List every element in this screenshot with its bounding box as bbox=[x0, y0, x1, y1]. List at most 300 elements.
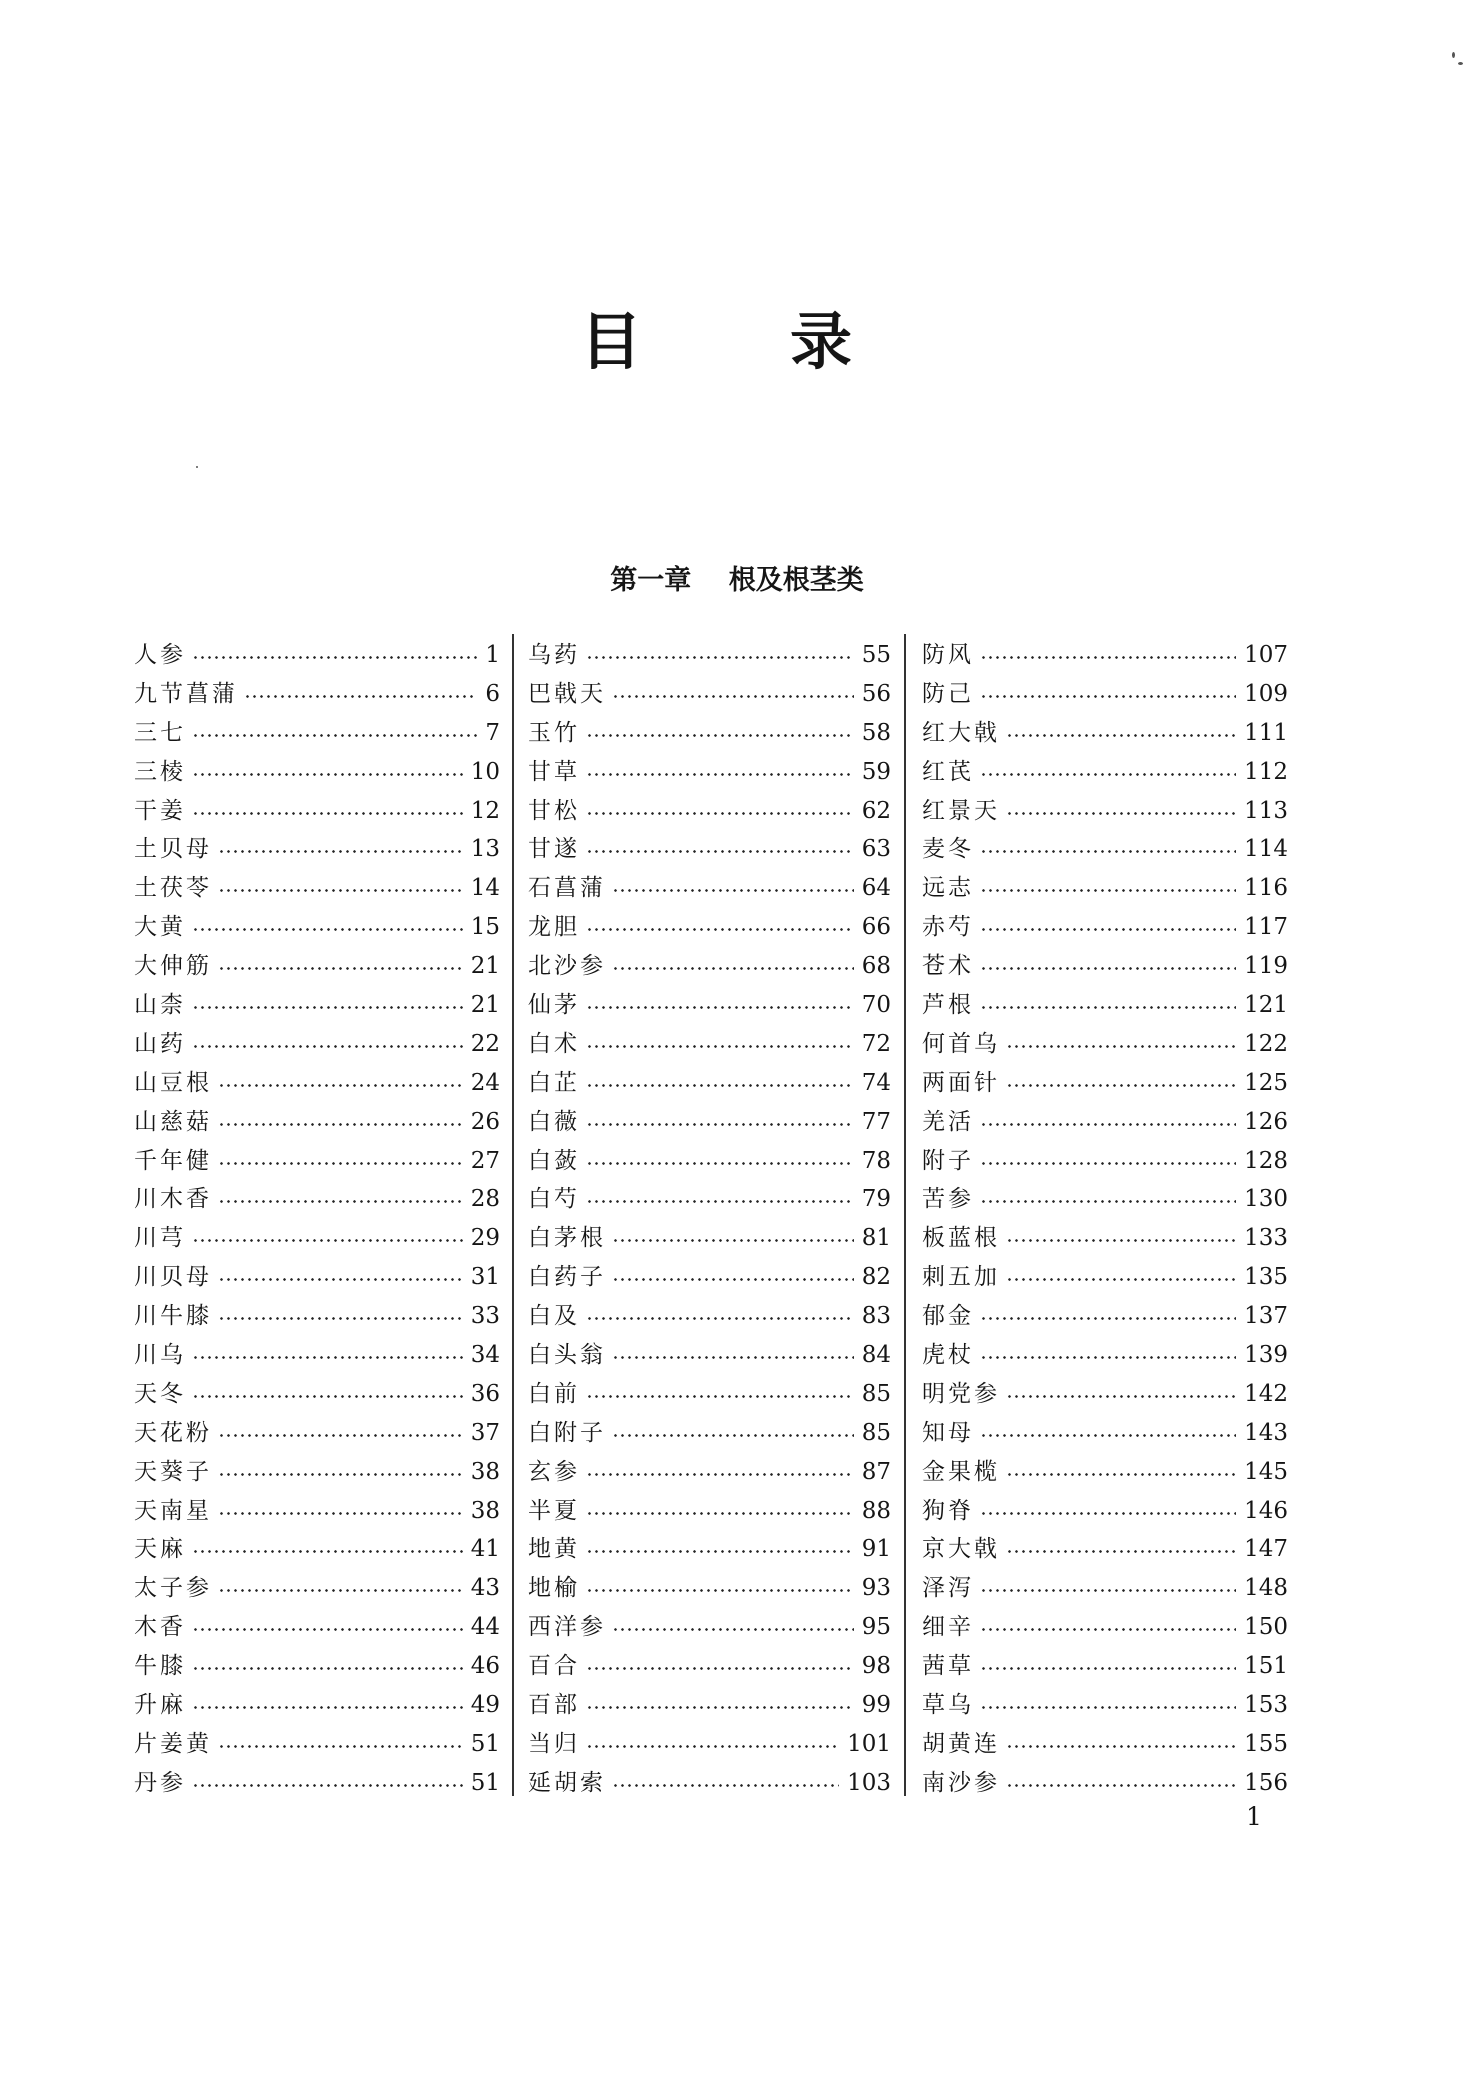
dot-leader bbox=[586, 1589, 854, 1592]
toc-entry-page: 109 bbox=[1244, 680, 1288, 707]
dot-leader bbox=[586, 656, 854, 659]
dot-leader bbox=[586, 1317, 854, 1320]
toc-entry-page: 84 bbox=[861, 1342, 891, 1369]
toc-entry-page: 156 bbox=[1244, 1769, 1288, 1796]
dot-leader bbox=[980, 1589, 1236, 1592]
toc-entry-page: 145 bbox=[1244, 1458, 1288, 1485]
toc-entry-name: 玉竹 bbox=[528, 719, 580, 746]
toc-entry bbox=[528, 869, 891, 908]
toc-entry-page: 116 bbox=[1244, 875, 1288, 902]
dot-leader bbox=[1006, 1278, 1236, 1281]
dot-leader bbox=[192, 1706, 463, 1709]
toc-entry bbox=[922, 1219, 1288, 1258]
toc-entry-name: 北沙参 bbox=[528, 953, 606, 980]
dot-leader bbox=[1006, 734, 1236, 737]
dot-leader bbox=[612, 967, 854, 970]
toc-entry-page: 44 bbox=[470, 1614, 500, 1641]
dot-leader bbox=[586, 1084, 854, 1087]
toc-entry-name: 三七 bbox=[134, 719, 186, 746]
toc-entry-name: 川乌 bbox=[134, 1342, 186, 1369]
toc-entry-name: 何首乌 bbox=[922, 1030, 1000, 1057]
toc-entry-page: 78 bbox=[861, 1147, 891, 1174]
toc-entry bbox=[528, 1764, 891, 1803]
toc-entry-name: 苍术 bbox=[922, 953, 974, 980]
toc-entry bbox=[922, 830, 1288, 869]
dot-leader bbox=[218, 889, 463, 892]
toc-entry bbox=[134, 869, 500, 908]
dot-leader bbox=[1006, 1473, 1236, 1476]
toc-entry-page: 98 bbox=[861, 1653, 891, 1680]
toc-entry-page: 38 bbox=[470, 1497, 500, 1524]
dot-leader bbox=[218, 1123, 463, 1126]
toc-entry bbox=[922, 792, 1288, 831]
toc-entry-page: 68 bbox=[861, 953, 891, 980]
toc-entry-page: 58 bbox=[861, 719, 891, 746]
toc-entry-page: 21 bbox=[470, 992, 500, 1019]
toc-entry-page: 38 bbox=[470, 1458, 500, 1485]
toc-entry-name: 草乌 bbox=[922, 1692, 974, 1719]
dot-leader bbox=[586, 1395, 854, 1398]
toc-entry-page: 22 bbox=[470, 1030, 500, 1057]
toc-entry-page: 119 bbox=[1244, 953, 1288, 980]
dot-leader bbox=[980, 1162, 1236, 1165]
toc-entry-page: 10 bbox=[470, 758, 500, 785]
toc-entry bbox=[922, 714, 1288, 753]
toc-entry-name: 甘松 bbox=[528, 797, 580, 824]
toc-entry bbox=[134, 1258, 500, 1297]
toc-entry bbox=[922, 1064, 1288, 1103]
dot-leader bbox=[980, 1356, 1236, 1359]
toc-entry-page: 137 bbox=[1244, 1303, 1288, 1330]
toc-entry-page: 70 bbox=[861, 992, 891, 1019]
dot-leader bbox=[612, 1784, 839, 1787]
toc-entry-name: 白茅根 bbox=[528, 1225, 606, 1252]
toc-entry bbox=[134, 1530, 500, 1569]
toc-entry-page: 43 bbox=[470, 1575, 500, 1602]
dot-leader bbox=[192, 1784, 463, 1787]
dot-leader bbox=[192, 812, 463, 815]
toc-entry-page: 133 bbox=[1244, 1225, 1288, 1252]
toc-entry-name: 百部 bbox=[528, 1692, 580, 1719]
toc-entry bbox=[134, 1064, 500, 1103]
toc-entry-name: 天麻 bbox=[134, 1536, 186, 1563]
toc-entry bbox=[528, 1530, 891, 1569]
toc-entry-page: 7 bbox=[485, 719, 500, 746]
dot-leader bbox=[980, 850, 1236, 853]
toc-entry-name: 仙茅 bbox=[528, 992, 580, 1019]
toc-entry-page: 139 bbox=[1244, 1342, 1288, 1369]
toc-entry bbox=[528, 908, 891, 947]
toc-entry-name: 郁金 bbox=[922, 1303, 974, 1330]
toc-entry-name: 红景天 bbox=[922, 797, 1000, 824]
toc-entry bbox=[528, 1569, 891, 1608]
toc-entry-name: 麦冬 bbox=[922, 836, 974, 863]
dot-leader bbox=[612, 695, 854, 698]
toc-entry bbox=[528, 1492, 891, 1531]
toc-entry bbox=[134, 1686, 500, 1725]
toc-entry-page: 66 bbox=[861, 914, 891, 941]
toc-entry bbox=[134, 1103, 500, 1142]
toc-entry bbox=[134, 1608, 500, 1647]
toc-entry bbox=[528, 1686, 891, 1725]
toc-entry bbox=[528, 1297, 891, 1336]
toc-entry-page: 63 bbox=[861, 836, 891, 863]
toc-entry bbox=[922, 1414, 1288, 1453]
dot-leader bbox=[586, 1667, 854, 1670]
toc-entry-name: 丹参 bbox=[134, 1769, 186, 1796]
toc-entry-name: 防风 bbox=[922, 642, 974, 668]
toc-entry bbox=[528, 986, 891, 1025]
dot-leader bbox=[1006, 1045, 1236, 1048]
dot-leader bbox=[980, 1006, 1236, 1009]
toc-entry-page: 51 bbox=[470, 1769, 500, 1796]
dot-leader bbox=[980, 695, 1236, 698]
toc-entry bbox=[922, 1142, 1288, 1181]
dot-leader bbox=[192, 1006, 463, 1009]
toc-entry bbox=[528, 753, 891, 792]
toc-entry bbox=[528, 714, 891, 753]
toc-entry-name: 明党参 bbox=[922, 1380, 1000, 1407]
toc-column-3 bbox=[922, 636, 1288, 1803]
scan-speck bbox=[196, 466, 198, 468]
toc-column-1 bbox=[134, 636, 500, 1803]
toc-entry bbox=[134, 908, 500, 947]
toc-entry-name: 川木香 bbox=[134, 1186, 212, 1213]
toc-entry-name: 白术 bbox=[528, 1030, 580, 1057]
toc-entry bbox=[134, 1375, 500, 1414]
dot-leader bbox=[218, 1278, 463, 1281]
toc-entry-page: 150 bbox=[1244, 1614, 1288, 1641]
toc-entry-page: 79 bbox=[861, 1186, 891, 1213]
toc-entry-page: 6 bbox=[485, 680, 500, 707]
dot-leader bbox=[586, 1045, 854, 1048]
scan-speck bbox=[1452, 52, 1455, 58]
dot-leader bbox=[1006, 812, 1236, 815]
toc-entry bbox=[134, 947, 500, 986]
toc-entry-page: 59 bbox=[861, 758, 891, 785]
toc-entry bbox=[134, 1569, 500, 1608]
toc-entry-page: 142 bbox=[1244, 1380, 1288, 1407]
chapter-name: 根及根茎类 bbox=[728, 565, 864, 596]
toc-entry-name: 红大戟 bbox=[922, 719, 1000, 746]
toc-entry-page: 81 bbox=[861, 1225, 891, 1252]
dot-leader bbox=[192, 1239, 463, 1242]
toc-entry bbox=[134, 1647, 500, 1686]
column-divider bbox=[904, 634, 906, 1796]
toc-entry bbox=[528, 1608, 891, 1647]
toc-entry-name: 山药 bbox=[134, 1030, 186, 1057]
toc-entry bbox=[528, 1142, 891, 1181]
toc-entry-page: 34 bbox=[470, 1342, 500, 1369]
dot-leader bbox=[192, 1628, 463, 1631]
toc-entry-name: 泽泻 bbox=[922, 1575, 974, 1602]
toc-entry-page: 117 bbox=[1244, 914, 1288, 941]
toc-entry bbox=[922, 1258, 1288, 1297]
toc-entry bbox=[134, 1453, 500, 1492]
toc-entry-name: 赤芍 bbox=[922, 914, 974, 941]
dot-leader bbox=[1006, 1395, 1236, 1398]
toc-entry bbox=[922, 1025, 1288, 1064]
dot-leader bbox=[586, 1550, 854, 1553]
toc-entry-name: 板蓝根 bbox=[922, 1225, 1000, 1252]
dot-leader bbox=[980, 1667, 1236, 1670]
dot-leader bbox=[218, 1084, 463, 1087]
toc-entry-page: 148 bbox=[1244, 1575, 1288, 1602]
toc-entry-page: 24 bbox=[470, 1069, 500, 1096]
toc-entry bbox=[134, 714, 500, 753]
toc-entry-name: 天葵子 bbox=[134, 1458, 212, 1485]
dot-leader bbox=[586, 1473, 854, 1476]
toc-entry-name: 三棱 bbox=[134, 758, 186, 785]
toc-entry bbox=[528, 1219, 891, 1258]
toc-entry-name: 升麻 bbox=[134, 1692, 186, 1719]
toc-entry-name: 狗脊 bbox=[922, 1497, 974, 1524]
toc-entry-page: 27 bbox=[470, 1147, 500, 1174]
toc-entry-name: 白芍 bbox=[528, 1186, 580, 1213]
dot-leader bbox=[192, 1550, 463, 1553]
toc-entry-page: 91 bbox=[861, 1536, 891, 1563]
toc-entry bbox=[134, 1025, 500, 1064]
toc-entry-page: 101 bbox=[847, 1730, 891, 1757]
toc-entry-name: 山慈菇 bbox=[134, 1108, 212, 1135]
page-title-char-1: 目 bbox=[580, 305, 643, 378]
toc-entry-page: 74 bbox=[861, 1069, 891, 1096]
scan-speck bbox=[1458, 62, 1463, 65]
toc-entry bbox=[922, 636, 1288, 675]
dot-leader bbox=[586, 1706, 854, 1709]
toc-entry-page: 125 bbox=[1244, 1069, 1288, 1096]
toc-entry bbox=[528, 1025, 891, 1064]
toc-entry bbox=[134, 636, 500, 675]
toc-entry-page: 130 bbox=[1244, 1186, 1288, 1213]
toc-entry-name: 白薇 bbox=[528, 1108, 580, 1135]
toc-entry-name: 西洋参 bbox=[528, 1614, 606, 1641]
toc-entry-name: 山柰 bbox=[134, 992, 186, 1019]
toc-entry bbox=[922, 986, 1288, 1025]
toc-entry-page: 114 bbox=[1244, 836, 1288, 863]
toc-entry-name: 延胡索 bbox=[528, 1769, 606, 1796]
toc-entry bbox=[528, 947, 891, 986]
toc-entry-page: 83 bbox=[861, 1303, 891, 1330]
toc-entry bbox=[528, 1647, 891, 1686]
toc-entry-page: 29 bbox=[470, 1225, 500, 1252]
toc-entry bbox=[922, 1530, 1288, 1569]
toc-entry bbox=[528, 1453, 891, 1492]
dot-leader bbox=[980, 1317, 1236, 1320]
dot-leader bbox=[218, 1745, 463, 1748]
toc-entry-page: 36 bbox=[470, 1380, 500, 1407]
toc-entry-name: 虎杖 bbox=[922, 1342, 974, 1369]
toc-column-2 bbox=[528, 636, 891, 1803]
toc-entry bbox=[134, 986, 500, 1025]
toc-entry-page: 122 bbox=[1244, 1030, 1288, 1057]
toc-entry-name: 山豆根 bbox=[134, 1069, 212, 1096]
dot-leader bbox=[586, 850, 854, 853]
toc-entry-name: 玄参 bbox=[528, 1458, 580, 1485]
toc-entry bbox=[922, 1608, 1288, 1647]
toc-entry bbox=[922, 1453, 1288, 1492]
toc-entry-name: 白头翁 bbox=[528, 1342, 606, 1369]
dot-leader bbox=[192, 656, 477, 659]
toc-entry-name: 牛膝 bbox=[134, 1653, 186, 1680]
dot-leader bbox=[980, 928, 1236, 931]
toc-entry-name: 川牛膝 bbox=[134, 1303, 212, 1330]
toc-entry bbox=[922, 947, 1288, 986]
toc-entry bbox=[922, 675, 1288, 714]
toc-entry-page: 28 bbox=[470, 1186, 500, 1213]
toc-entry bbox=[134, 1764, 500, 1803]
toc-entry bbox=[134, 1725, 500, 1764]
toc-entry bbox=[922, 1686, 1288, 1725]
dot-leader bbox=[218, 1434, 463, 1437]
toc-entry-page: 62 bbox=[861, 797, 891, 824]
toc-entry-page: 146 bbox=[1244, 1497, 1288, 1524]
dot-leader bbox=[218, 850, 463, 853]
toc-entry-name: 土茯苓 bbox=[134, 875, 212, 902]
toc-entry-name: 胡黄连 bbox=[922, 1730, 1000, 1757]
toc-entry-name: 太子参 bbox=[134, 1575, 212, 1602]
toc-entry-name: 千年健 bbox=[134, 1147, 212, 1174]
dot-leader bbox=[218, 1200, 463, 1203]
dot-leader bbox=[192, 1356, 463, 1359]
toc-entry-page: 15 bbox=[470, 914, 500, 941]
dot-leader bbox=[1006, 1239, 1236, 1242]
toc-entry-page: 49 bbox=[470, 1692, 500, 1719]
toc-entry bbox=[922, 908, 1288, 947]
toc-entry-name: 白附子 bbox=[528, 1419, 606, 1446]
dot-leader bbox=[980, 889, 1236, 892]
toc-entry-page: 143 bbox=[1244, 1419, 1288, 1446]
toc-entry bbox=[922, 1375, 1288, 1414]
toc-entry bbox=[528, 636, 891, 675]
dot-leader bbox=[980, 1123, 1236, 1126]
toc-entry bbox=[922, 753, 1288, 792]
toc-entry-page: 14 bbox=[470, 875, 500, 902]
toc-entry-page: 135 bbox=[1244, 1264, 1288, 1291]
toc-entry bbox=[922, 869, 1288, 908]
dot-leader bbox=[980, 1706, 1236, 1709]
toc-entry-name: 乌药 bbox=[528, 642, 580, 668]
toc-entry bbox=[528, 1336, 891, 1375]
toc-entry-page: 121 bbox=[1244, 992, 1288, 1019]
toc-entry-name: 干姜 bbox=[134, 797, 186, 824]
dot-leader bbox=[586, 1745, 839, 1748]
toc-entry bbox=[528, 1258, 891, 1297]
dot-leader bbox=[586, 812, 854, 815]
toc-entry-name: 地黄 bbox=[528, 1536, 580, 1563]
toc-entry bbox=[922, 1764, 1288, 1803]
toc-entry-page: 64 bbox=[861, 875, 891, 902]
chapter-heading bbox=[0, 558, 1474, 597]
dot-leader bbox=[218, 1317, 463, 1320]
dot-leader bbox=[586, 1006, 854, 1009]
toc-entry-page: 82 bbox=[861, 1264, 891, 1291]
dot-leader bbox=[612, 1356, 854, 1359]
dot-leader bbox=[192, 773, 463, 776]
toc-entry-name: 人参 bbox=[134, 642, 186, 668]
toc-entry bbox=[134, 1336, 500, 1375]
column-divider bbox=[512, 634, 514, 1796]
toc-entry-name: 两面针 bbox=[922, 1069, 1000, 1096]
toc-entry-name: 白前 bbox=[528, 1380, 580, 1407]
toc-entry-name: 白芷 bbox=[528, 1069, 580, 1096]
dot-leader bbox=[218, 1512, 463, 1515]
toc-entry-name: 芦根 bbox=[922, 992, 974, 1019]
dot-leader bbox=[586, 928, 854, 931]
dot-leader bbox=[980, 773, 1236, 776]
toc-entry-name: 木香 bbox=[134, 1614, 186, 1641]
toc-entry-name: 白及 bbox=[528, 1303, 580, 1330]
toc-entry-page: 126 bbox=[1244, 1108, 1288, 1135]
dot-leader bbox=[980, 967, 1236, 970]
toc-entry-page: 77 bbox=[861, 1108, 891, 1135]
toc-entry bbox=[134, 792, 500, 831]
toc-entry-page: 85 bbox=[861, 1380, 891, 1407]
toc-entry-name: 天南星 bbox=[134, 1497, 212, 1524]
toc-entry-name: 片姜黄 bbox=[134, 1730, 212, 1757]
dot-leader bbox=[586, 1162, 854, 1165]
dot-leader bbox=[218, 967, 463, 970]
toc-entry bbox=[528, 1414, 891, 1453]
toc-entry bbox=[134, 1142, 500, 1181]
toc-entry-page: 56 bbox=[861, 680, 891, 707]
chapter-number: 第一章 bbox=[610, 565, 692, 596]
toc-entry-page: 13 bbox=[470, 836, 500, 863]
dot-leader bbox=[980, 1200, 1236, 1203]
toc-entry-page: 128 bbox=[1244, 1147, 1288, 1174]
dot-leader bbox=[586, 1512, 854, 1515]
toc-entry-page: 26 bbox=[470, 1108, 500, 1135]
toc-entry-name: 茜草 bbox=[922, 1653, 974, 1680]
toc-entry bbox=[922, 1569, 1288, 1608]
toc-entry-page: 111 bbox=[1244, 719, 1288, 746]
toc-entry-name: 天冬 bbox=[134, 1380, 186, 1407]
toc-entry-name: 川芎 bbox=[134, 1225, 186, 1252]
toc-entry-page: 46 bbox=[470, 1653, 500, 1680]
toc-entry-page: 51 bbox=[470, 1730, 500, 1757]
toc-entry-name: 远志 bbox=[922, 875, 974, 902]
toc-entry-page: 1 bbox=[485, 642, 500, 668]
toc-entry-name: 甘遂 bbox=[528, 836, 580, 863]
toc-entry-page: 147 bbox=[1244, 1536, 1288, 1563]
dot-leader bbox=[612, 1434, 854, 1437]
toc-entry bbox=[134, 1297, 500, 1336]
toc-entry bbox=[922, 1647, 1288, 1686]
toc-entry-name: 南沙参 bbox=[922, 1769, 1000, 1796]
toc-entry bbox=[528, 1725, 891, 1764]
toc-entry-name: 红芪 bbox=[922, 758, 974, 785]
toc-entry-name: 知母 bbox=[922, 1419, 974, 1446]
page-title-char-2: 录 bbox=[790, 305, 853, 378]
toc-entry-page: 151 bbox=[1244, 1653, 1288, 1680]
toc-entry-page: 95 bbox=[861, 1614, 891, 1641]
toc-entry-name: 大伸筋 bbox=[134, 953, 212, 980]
dot-leader bbox=[1006, 1784, 1236, 1787]
toc-entry-name: 防己 bbox=[922, 680, 974, 707]
toc-entry-name: 天花粉 bbox=[134, 1419, 212, 1446]
toc-entry-name: 百合 bbox=[528, 1653, 580, 1680]
toc-entry bbox=[134, 830, 500, 869]
dot-leader bbox=[980, 1434, 1236, 1437]
toc-entry-name: 刺五加 bbox=[922, 1264, 1000, 1291]
toc-entry-name: 大黄 bbox=[134, 914, 186, 941]
toc-entry-page: 37 bbox=[470, 1419, 500, 1446]
toc-entry bbox=[134, 1180, 500, 1219]
toc-entry-page: 99 bbox=[861, 1692, 891, 1719]
toc-entry bbox=[528, 1375, 891, 1414]
dot-leader bbox=[980, 656, 1236, 659]
dot-leader bbox=[586, 773, 854, 776]
